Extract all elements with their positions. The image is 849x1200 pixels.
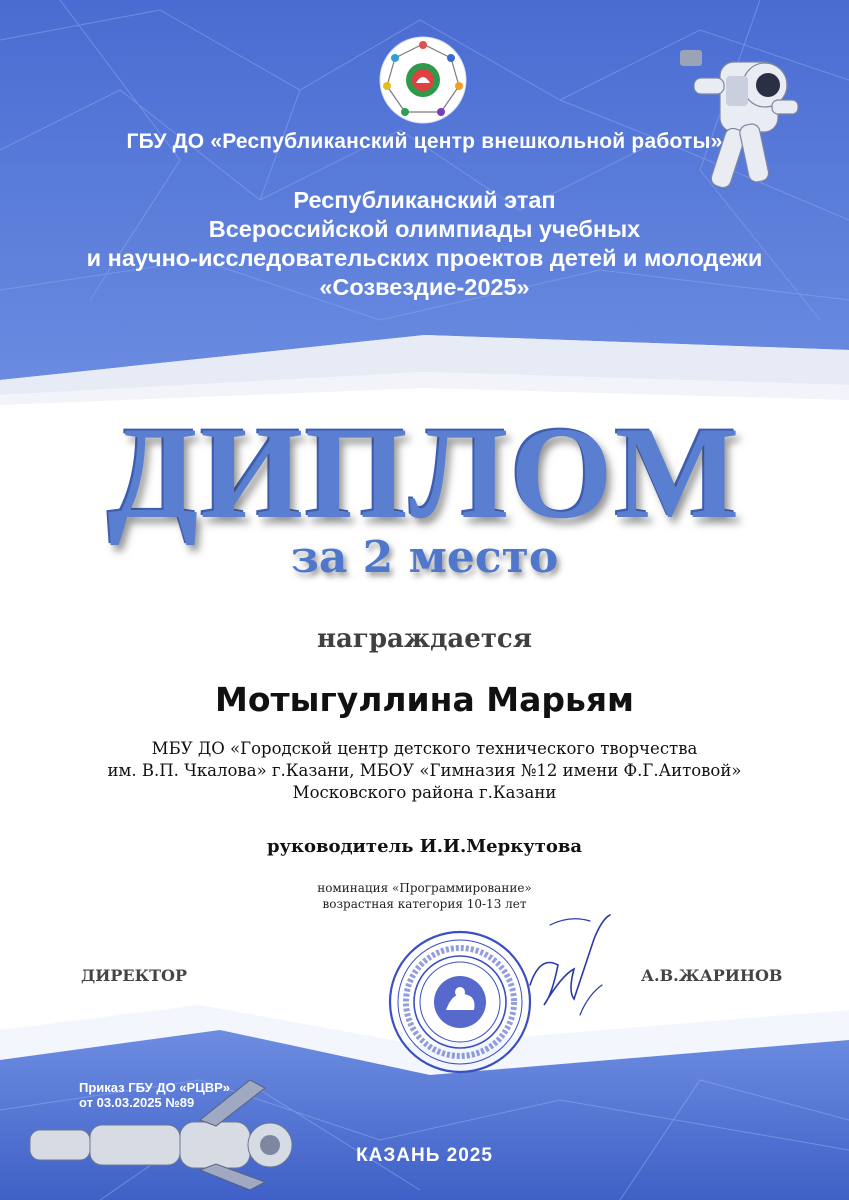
emblem-logo <box>379 36 467 124</box>
director-label: ДИРЕКТОР <box>81 966 187 985</box>
event-line: Республиканский этап <box>293 187 556 213</box>
handwritten-signature <box>510 905 650 1035</box>
recipient-name: Мотыгуллина Марьям <box>214 680 634 719</box>
nomination-text: номинация «Программирование» <box>317 881 532 895</box>
order-text <box>79 1080 230 1110</box>
nomination-block <box>0 880 849 912</box>
awarded-label: награждается <box>317 624 532 654</box>
organization-title: ГБУ ДО «Республиканский центр внешкольной работы» <box>126 130 723 153</box>
supervisor-text: руководитель И.И.Меркутова <box>266 836 583 857</box>
event-line: Всероссийской олимпиады учебных <box>208 216 641 242</box>
place-title: за 2 место <box>290 532 559 583</box>
order-line: от 03.03.2025 №89 <box>79 1095 195 1110</box>
age-category-text: возрастная категория 10-13 лет <box>322 897 527 911</box>
order-line: Приказ ГБУ ДО «РЦВР» <box>79 1080 231 1095</box>
city-year: КАЗАНЬ 2025 <box>356 1145 493 1166</box>
event-line: и научно-исследовательских проектов детей и молодежи <box>86 245 763 271</box>
director-name: А.В.ЖАРИНОВ <box>641 966 783 985</box>
diploma-title: ДИПЛОМ <box>107 399 742 546</box>
event-line: «Созвездие-2025» <box>319 274 530 300</box>
institution-text <box>0 738 849 804</box>
event-title <box>0 186 849 302</box>
institution-line: Московского района г.Казани <box>292 783 557 802</box>
institution-line: им. В.П. Чкалова» г.Казани, МБОУ «Гимназия №12 имени Ф.Г.Аитовой» <box>107 761 742 780</box>
institution-line: МБУ ДО «Городской центр детского технического творчества <box>151 739 698 758</box>
